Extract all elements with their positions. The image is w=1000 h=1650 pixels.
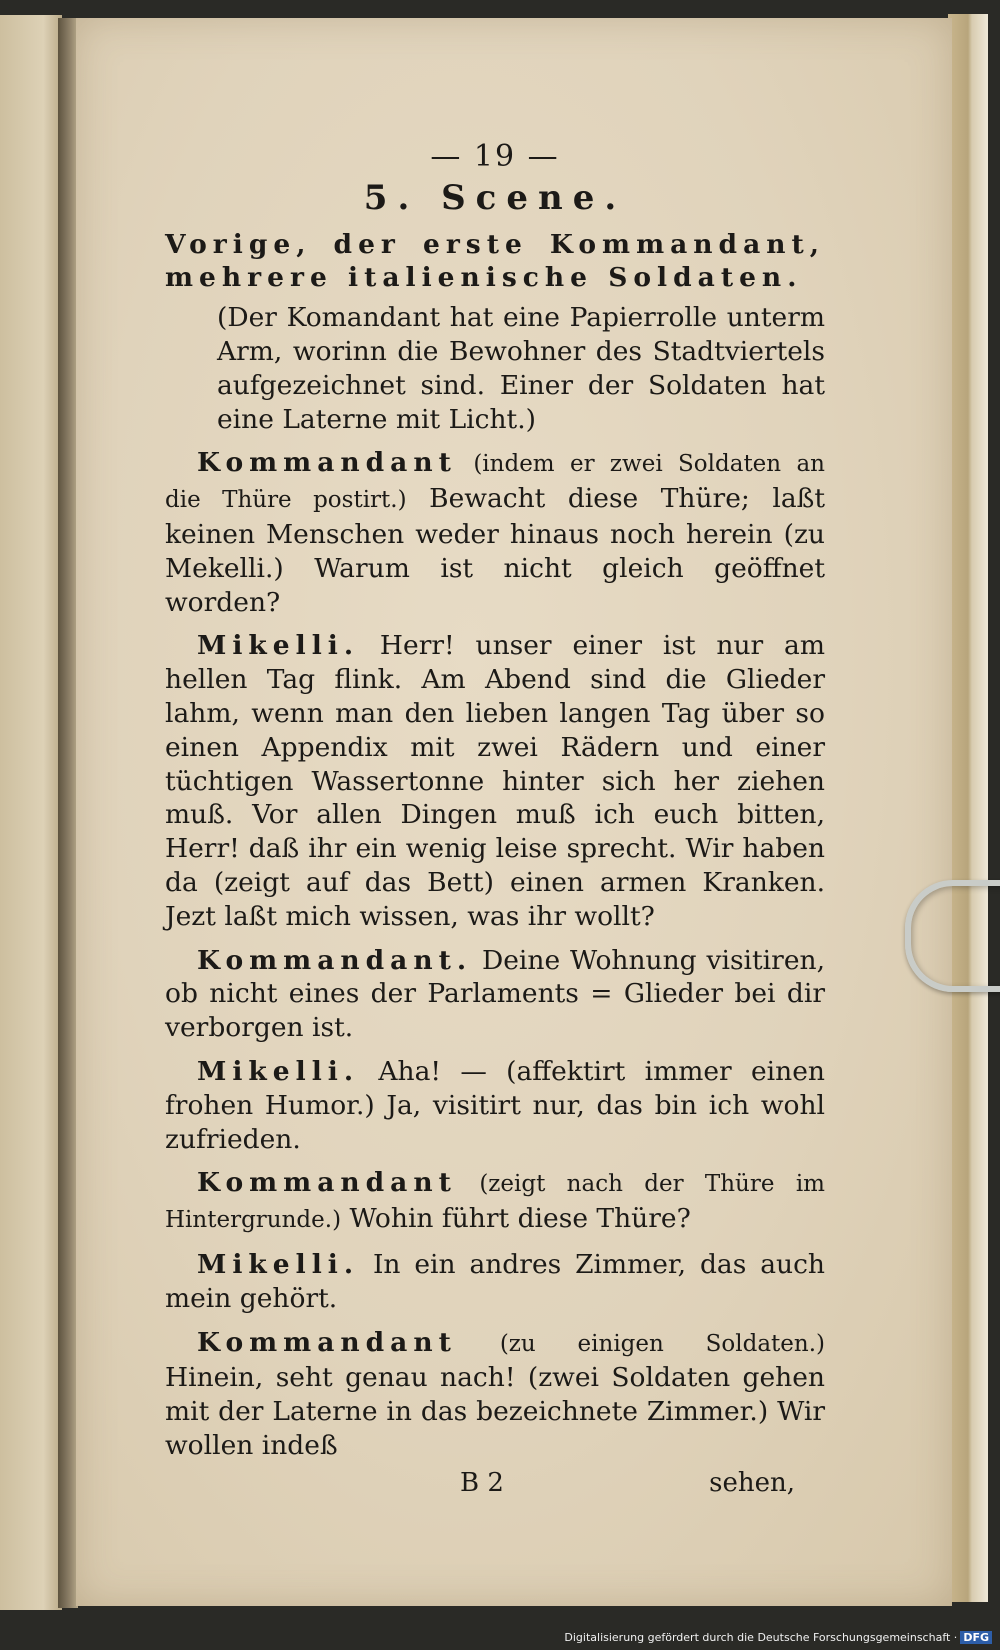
speaker-name: Mikelli. xyxy=(197,1055,360,1087)
dialogue-line xyxy=(165,1248,825,1316)
direction: (zu einigen Soldaten.) xyxy=(499,1330,825,1357)
dfg-credit xyxy=(564,1631,992,1644)
dialogue-line xyxy=(165,944,825,1045)
catchword: sehen, xyxy=(709,1467,795,1498)
credit-text: Digitalisierung gefördert durch die Deutsche Forschungsgemeinschaft · xyxy=(564,1631,958,1644)
scene-title: 5. Scene. xyxy=(363,177,627,218)
speaker-name: Kommandant xyxy=(197,447,457,479)
speech-text: Bewacht diese Thüre; laßt keinen Menschen weder hinaus noch herein (zu Mekelli.) Warum ist nicht gleich geöffnet worden? xyxy=(165,483,825,618)
speech-text: In ein andres Zimmer, das auch mein gehört. xyxy=(165,1248,825,1314)
facing-page-edge xyxy=(0,15,62,1610)
stage-direction: (Der Komandant hat eine Papierrolle unterm Arm, worinn die Bewohner des Stadtviertels aufgezeichnet sind. Einer der Soldaten hat eine Laterne mit Licht.) xyxy=(217,302,825,435)
page-stack-edge xyxy=(948,14,988,1602)
page-clip xyxy=(905,880,1000,992)
direction: (indem er zwei Soldaten an die Thüre postirt.) xyxy=(165,451,825,514)
dialogue-line xyxy=(165,1055,825,1156)
speaker-name: Mikelli. xyxy=(197,1248,360,1280)
speaker-name: Mikelli. xyxy=(197,630,360,662)
page-footer xyxy=(165,1467,825,1501)
speaker-name: Kommandant xyxy=(197,1326,457,1358)
speech-text: Hinein, seht genau nach! (zwei Soldaten gehen mit der Laterne in das bezeichnete Zimmer.) Wir wollen indeß xyxy=(165,1362,825,1461)
speech-text: Aha! — (affektirt immer einen frohen Humor.) Ja, visitirt nur, das bin ich wohl zufrieden. xyxy=(165,1055,825,1155)
speaker-name: Kommandant. xyxy=(197,944,473,976)
speech-text: Deine Wohnung visitiren, ob nicht eines der Parlaments = Glieder bei dir verborgen ist. xyxy=(165,944,825,1044)
dialogue-line xyxy=(165,1166,825,1238)
speaker-name: Kommandant xyxy=(197,1167,457,1199)
signature-mark: B 2 xyxy=(460,1467,504,1498)
speech-text: Herr! unser einer ist nur am hellen Tag flink. Am Abend sind die Glieder lahm, wenn man den lieben langen Tag über so einen Appendix mit zwei Rädern und einer tüchtigen Wassertonne hinter sich her ziehen muß. Vor allen Dingen muß ich euch bitten, Herr! daß ihr ein wenig leise sprecht. Wir haben da (zeigt auf das Bett) einen armen Kranken. Jezt laßt mich wissen, was ihr wollt? xyxy=(165,630,825,932)
dialogue-line xyxy=(165,629,825,933)
page-text-block xyxy=(165,130,825,1501)
speech-text: Wohin führt diese Thüre? xyxy=(349,1203,691,1235)
dialogue-line xyxy=(165,446,825,619)
page-number: — 19 — xyxy=(430,139,560,174)
stage-heading: Vorige, der erste Kommandant, mehrere italienische Soldaten. xyxy=(165,228,825,294)
book-gutter xyxy=(58,18,78,1608)
dialogue-line xyxy=(165,1326,825,1463)
dfg-logo: DFG xyxy=(960,1631,992,1644)
direction: (zeigt nach der Thüre im Hintergrunde.) xyxy=(165,1171,825,1234)
